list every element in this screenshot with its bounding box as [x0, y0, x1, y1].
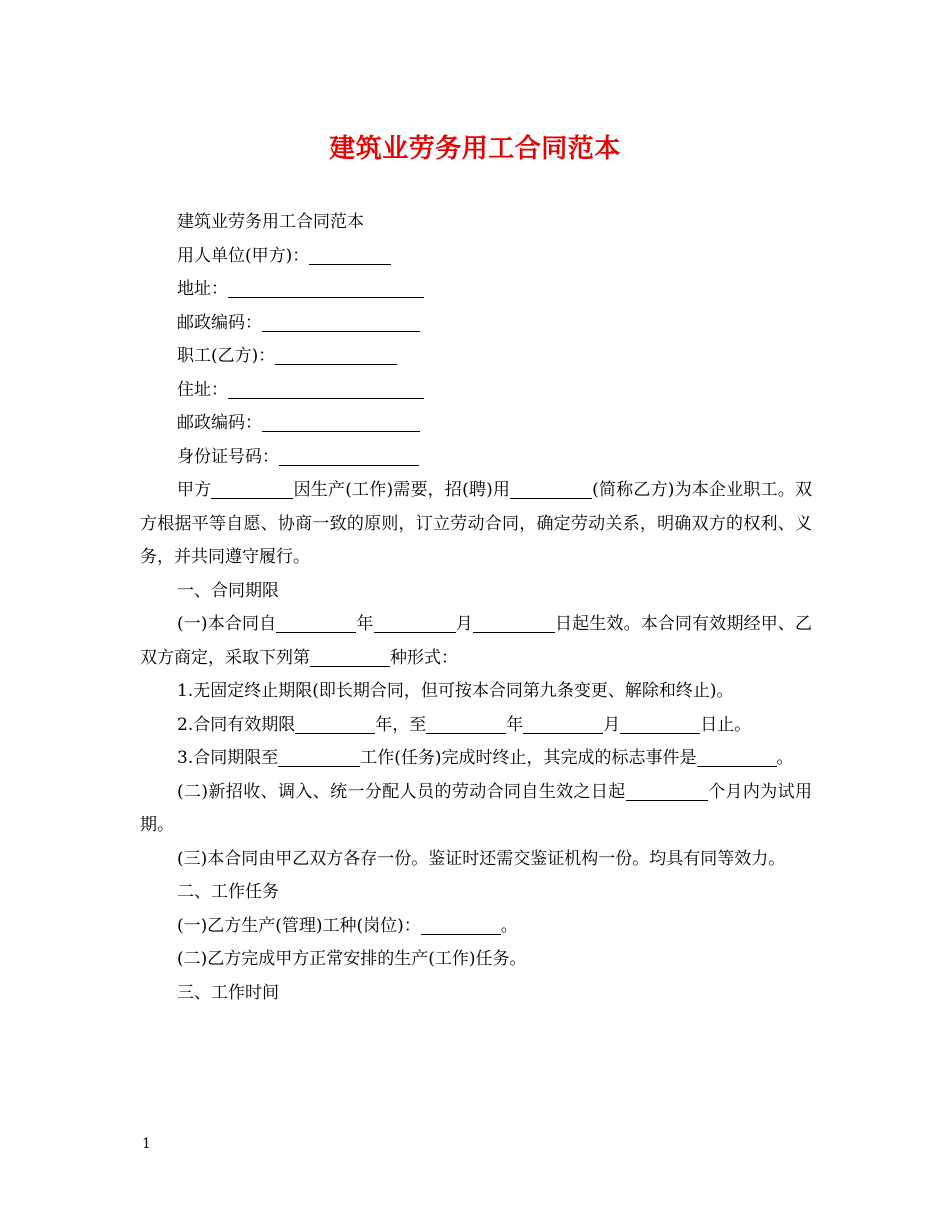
term-paragraph-1 — [140, 608, 812, 675]
blank — [523, 715, 603, 734]
blank — [473, 614, 555, 633]
text: 2.合同有效期限 — [177, 714, 296, 735]
intro-text-1: 甲方 — [177, 480, 212, 500]
employee-blank — [275, 346, 397, 365]
text: 工作(任务)完成时终止，其完成的标志事件是 — [360, 748, 697, 768]
text: 年 — [356, 614, 374, 634]
id-blank — [279, 447, 419, 466]
id-field — [140, 441, 812, 475]
task-paragraph-1 — [140, 910, 812, 944]
blank — [310, 648, 390, 667]
intro-heading: 建筑业劳务用工合同范本 — [177, 212, 364, 232]
blank — [421, 916, 501, 935]
section-heading-1: 一、合同期限 — [177, 580, 279, 601]
text: 月 — [455, 614, 473, 634]
intro-paragraph — [140, 474, 812, 575]
employer-field — [140, 240, 812, 274]
text: 。 — [500, 915, 518, 936]
text: (一)本合同自 — [177, 614, 277, 634]
blank — [276, 614, 356, 633]
blank — [697, 748, 777, 767]
blank — [626, 782, 708, 801]
address-label: 地址： — [177, 279, 228, 299]
task-paragraph-2: (二)乙方完成甲方正常安排的生产(工作)任务。 — [177, 949, 527, 969]
term-paragraph-2 — [140, 776, 812, 843]
document-body — [140, 206, 812, 1010]
page-number: 1 — [142, 1136, 151, 1152]
employee-label: 职工(乙方)： — [177, 346, 276, 366]
text: 年，至 — [375, 714, 427, 735]
residence-label: 住址： — [177, 379, 228, 400]
residence-field — [140, 374, 812, 408]
text: (二)新招收、调入、统一分配人员的劳动合同自生效之日起 — [177, 781, 626, 802]
section-heading-2: 二、工作任务 — [177, 882, 279, 902]
blank — [211, 480, 293, 499]
text: 。 — [776, 748, 794, 768]
term-item-3 — [140, 742, 812, 776]
employer-blank — [309, 246, 391, 265]
blank — [510, 480, 592, 499]
text: 月 — [603, 714, 621, 735]
postcode2-field — [140, 407, 812, 441]
employee-field — [140, 340, 812, 374]
document-title: 建筑业劳务用工合同范本 — [329, 134, 621, 164]
blank — [295, 715, 375, 734]
address-field — [140, 273, 812, 307]
blank — [426, 715, 506, 734]
term-item-1: 1.无固定终止期限(即长期合同，但可按本合同第九条变更、解除和终止)。 — [177, 681, 734, 701]
postcode-field — [140, 307, 812, 341]
text: 3.合同期限至 — [177, 748, 279, 768]
postcode2-label: 邮政编码： — [177, 413, 262, 433]
text: 日止。 — [700, 714, 752, 735]
blank — [374, 614, 456, 633]
text: 年 — [506, 714, 524, 735]
address-blank — [228, 279, 424, 298]
postcode2-blank — [262, 413, 420, 432]
residence-blank — [228, 380, 424, 399]
intro-text-2: 因生产(工作)需要，招(聘)用 — [293, 480, 511, 500]
term-item-2 — [140, 709, 812, 743]
employer-label: 用人单位(甲方)： — [177, 245, 310, 266]
text: 日起生效。本合同有效期经甲、乙双方商定，采取下列第 — [140, 614, 813, 668]
postcode-label: 邮政编码： — [177, 312, 262, 333]
blank — [620, 715, 700, 734]
term-paragraph-3: (三)本合同由甲乙双方各存一份。鉴证时还需交鉴证机构一份。均具有同等效力。 — [177, 848, 786, 869]
blank — [278, 748, 360, 767]
section-heading-3: 三、工作时间 — [177, 982, 279, 1003]
text: 种形式： — [390, 647, 458, 668]
id-label: 身份证号码： — [177, 446, 279, 467]
text: 个月内为试用期。 — [140, 781, 813, 835]
text: (一)乙方生产(管理)工种(岗位)： — [177, 915, 421, 936]
postcode-blank — [262, 313, 420, 332]
intro-text-3: (简称乙方)为本企业职工。双方根据平等自愿、协商一致的原则，订立劳动合同，确定劳动关系，明确双方的权利、义务，并共同遵守履行。 — [140, 480, 813, 567]
